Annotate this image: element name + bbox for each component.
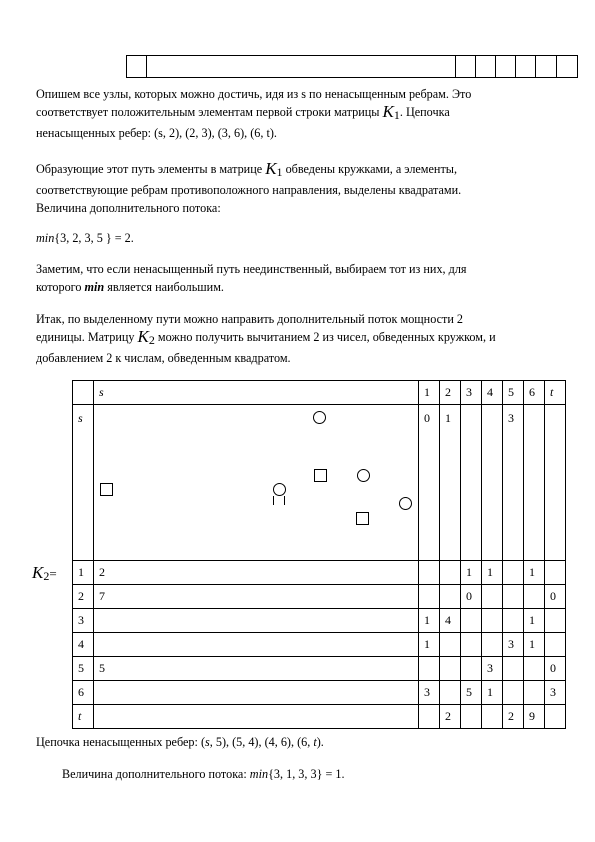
matrix-row [73,657,566,681]
matrix-cell: 4 [73,633,94,657]
matrix-cell: 7 [94,585,419,609]
matrix-cell [524,585,545,609]
matrix-cell [461,633,482,657]
circle-mark [273,483,286,496]
paragraph-6 [36,733,566,751]
matrix-header-row [73,381,566,405]
matrix-row [73,633,566,657]
matrix-cell [545,609,566,633]
matrix-cell [419,705,440,729]
paragraph-4 [36,260,566,296]
strip-cell [147,56,456,77]
matrix-row [73,609,566,633]
matrix-cell [545,561,566,585]
matrix-header-cell: 3 [461,381,482,405]
bracket-mark [273,496,285,505]
matrix-cell [503,609,524,633]
text: . Цепочка [399,105,450,119]
matrix-cell: 3 [503,633,524,657]
matrix-cell: 0 [545,585,566,609]
matrix-cell: 1 [461,561,482,585]
matrix-header-cell: 1 [419,381,440,405]
matrix-cell [461,405,482,561]
strip-cell [557,56,578,77]
matrix-cell [440,657,461,681]
matrix-header-cell: 5 [503,381,524,405]
text: min [249,767,269,781]
matrix-cell [94,681,419,705]
matrix-cell [419,561,440,585]
matrix-cell: 3 [545,681,566,705]
matrix-cell: 1 [524,561,545,585]
circle-mark [357,469,370,482]
text: {3, 1, 3, 3} = 1. [268,767,345,781]
text: Образующие этот путь элементы в матрице [36,162,263,176]
matrix-cell: 0 [461,585,482,609]
strip-cell [456,56,476,77]
paragraph-2 [36,160,566,217]
matrix-cell: 9 [524,705,545,729]
matrix-cell [440,585,461,609]
matrix-cell: 3 [73,609,94,633]
matrix-cell [440,561,461,585]
matrix-cell [461,657,482,681]
matrix-cell: 0 [419,405,440,561]
matrix-cell [503,585,524,609]
matrix-cell [524,681,545,705]
text: Итак, по выделенному пути можно направить дополнительный поток мощности 2 [36,312,463,326]
matrix-cell [94,705,419,729]
text: min [84,280,105,294]
text: Цепочка ненасыщенных ребер: ( [36,735,205,749]
strip-cell [516,56,536,77]
strip-cell [496,56,516,77]
matrix-cell: 2 [440,705,461,729]
paragraph-5 [36,310,566,367]
strip-cell [476,56,496,77]
text: является наибольшим. [107,280,224,294]
matrix-cell [503,681,524,705]
matrix-header-cell: 4 [482,381,503,405]
matrix-header-cell: s [94,381,419,405]
text: добавлением 2 к числам, обведенным квадратом. [36,351,291,365]
matrix-row [73,585,566,609]
paragraph-3 [36,229,566,247]
matrix-k1-symbol: $K_1$ [265,159,283,179]
square-mark [100,483,113,496]
matrix-cell [524,657,545,681]
strip-cell [536,56,557,77]
matrix-cell [503,561,524,585]
matrix-cell [440,633,461,657]
matrix-k2-label: $K_2=$ [32,563,57,583]
matrix-cell [545,633,566,657]
text: Величина дополнительного потока: [36,201,221,215]
matrix-row [73,405,566,561]
matrix-row [73,681,566,705]
text: min [36,231,55,245]
matrix-cell: 1 [524,609,545,633]
matrix-cell: 5 [73,657,94,681]
matrix-header-cell: 6 [524,381,545,405]
matrix-cell: s [73,405,94,561]
matrix-cell [419,657,440,681]
matrix-cell: 3 [482,657,503,681]
circle-mark [399,497,412,510]
matrix-cell: 1 [440,405,461,561]
text: ). [316,735,324,749]
text: которого [36,280,82,294]
text: , 5), (5, 4), (4, 6), (6, [209,735,311,749]
text: Опишем все узлы, которых можно достичь, идя из s по ненасыщенным ребрам. Это [36,87,472,101]
matrix-cell: 1 [482,681,503,705]
matrix-cell: 1 [482,561,503,585]
circle-mark [313,411,326,424]
matrix-cell [419,585,440,609]
square-mark [314,469,327,482]
matrix-cell [482,585,503,609]
matrix-cell: t [73,705,94,729]
matrix-cell [524,405,545,561]
matrix-cell [461,609,482,633]
matrix-cell [503,657,524,681]
matrix-cell [482,405,503,561]
matrix-cell: 1 [524,633,545,657]
matrix-cell [440,681,461,705]
matrix-cell: 2 [503,705,524,729]
matrix-cell [545,705,566,729]
matrix-cell: 2 [73,585,94,609]
text: Заметим, что если ненасыщенный путь неединственный, выбираем тот из них, для [36,262,467,276]
matrix-cell [482,633,503,657]
matrix-cell: 5 [94,657,419,681]
paragraph-1 [36,85,566,142]
matrix-k2-symbol: $K_2$ [137,327,155,347]
matrix-cell: 3 [419,681,440,705]
matrix-cell [545,405,566,561]
square-mark [356,512,369,525]
text: t [313,735,317,749]
text: соответствующие ребрам противоположного направления, выделены квадратами. [36,183,462,197]
matrix-cell [482,705,503,729]
matrix-k1-symbol: $K_1$ [382,102,400,122]
matrix-cell: 1 [419,633,440,657]
text: s [205,735,210,749]
matrix-cell: 1 [73,561,94,585]
matrix-cell: 0 [545,657,566,681]
text: соответствует положительным элементам первой строки матрицы [36,105,380,119]
matrix-cell [482,609,503,633]
top-table-strip [126,55,578,78]
matrix-cell: 5 [461,681,482,705]
matrix-k2-table [72,380,566,729]
matrix-cell: 1 [419,609,440,633]
matrix-header-cell [73,381,94,405]
matrix-cell: 6 [73,681,94,705]
matrix-header-cell: t [545,381,566,405]
matrix-cell [94,609,419,633]
matrix-cell [94,405,419,561]
matrix-cell [94,633,419,657]
matrix-cell: 4 [440,609,461,633]
matrix-row [73,705,566,729]
strip-cell [127,56,147,77]
matrix-cell: 2 [94,561,419,585]
paragraph-7 [62,765,592,783]
text: можно получить вычитанием 2 из чисел, обведенных кружком, и [157,330,496,344]
matrix-cell: 3 [503,405,524,561]
text: {3, 2, 3, 5 } = 2. [54,231,134,245]
text: обведены кружками, а элементы, [285,162,458,176]
text: единицы. Матрицу [36,330,135,344]
matrix-cell [461,705,482,729]
text: ненасыщенных ребер: (s, 2), (2, 3), (3, 6), (6, t). [36,126,277,140]
text: Величина дополнительного потока: [62,767,247,781]
matrix-row [73,561,566,585]
matrix-header-cell: 2 [440,381,461,405]
